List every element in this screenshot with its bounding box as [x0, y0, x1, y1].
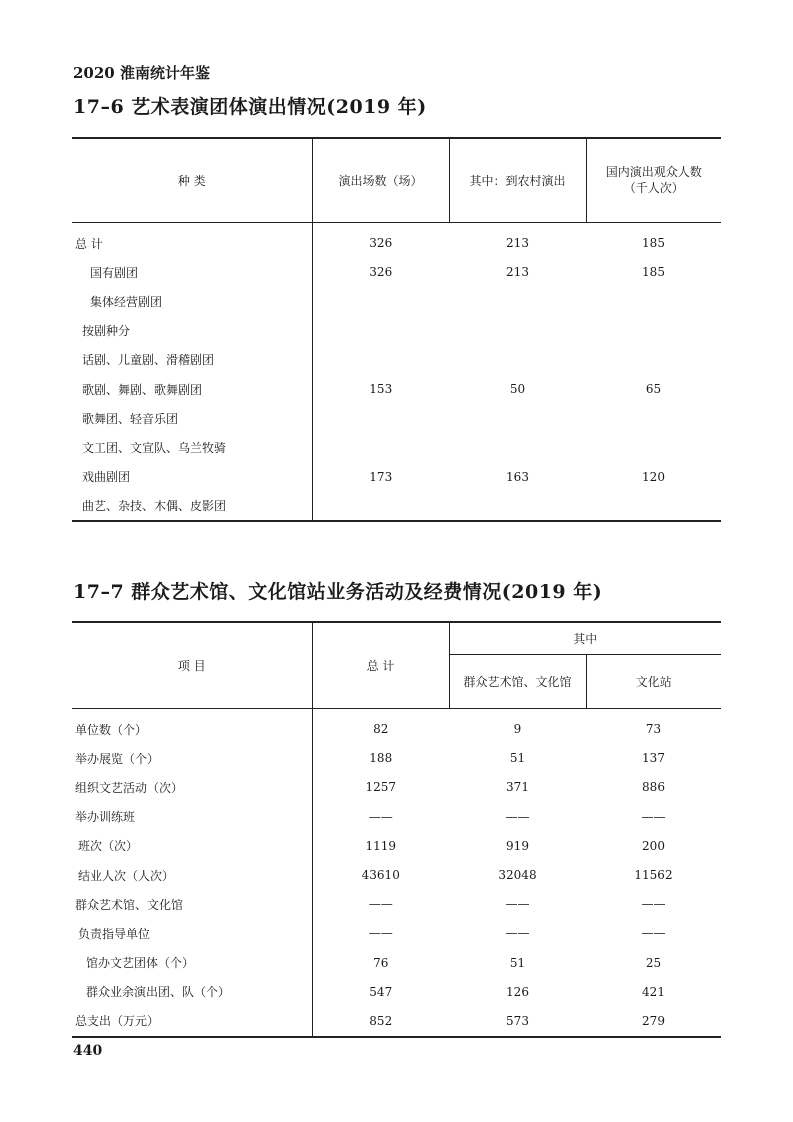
table-17-7: [72, 621, 721, 1038]
table-row: [72, 977, 721, 1006]
row-value: ——: [505, 897, 530, 912]
table-row: [72, 948, 721, 977]
row-value: [449, 287, 586, 316]
header-audience: 国内演出观众人数（千人次）: [586, 138, 721, 222]
row-label: 组织文艺活动（次）: [72, 773, 312, 802]
row-value: 9: [513, 722, 522, 737]
table-row: [72, 802, 721, 831]
row-value: 886: [642, 780, 665, 795]
row-value: ——: [368, 809, 393, 824]
table-row: [72, 462, 721, 491]
row-label: 集体经营剧团: [72, 287, 312, 316]
row-value: 50: [509, 382, 526, 397]
row-label: 群众艺术馆、文化馆: [72, 890, 312, 919]
row-label: 话剧、儿童剧、滑稽剧团: [72, 345, 312, 374]
row-value: 65: [645, 382, 662, 397]
header-of-which: 其中: [449, 622, 721, 654]
table-row: [72, 1006, 721, 1036]
row-value: 188: [369, 751, 393, 766]
row-value: [449, 433, 586, 462]
table-row: [72, 287, 721, 316]
row-value: [586, 345, 721, 374]
row-label: 单位数（个）: [72, 708, 312, 744]
row-label: 馆办文艺团体（个）: [72, 948, 312, 977]
row-value: 120: [642, 469, 665, 484]
row-value: 213: [506, 236, 529, 251]
row-value: 185: [642, 236, 665, 251]
header-performances: 演出场数（场）: [312, 138, 449, 222]
page-number: 440: [73, 1043, 103, 1059]
table-row: [72, 404, 721, 433]
row-value: 153: [369, 382, 393, 397]
table-17-6-title: 17–6 艺术表演团体演出情况(2019 年): [73, 96, 427, 118]
row-label: 文工团、文宣队、乌兰牧骑: [72, 433, 312, 462]
row-value: [449, 404, 586, 433]
row-value: 51: [509, 751, 526, 766]
row-value: ——: [368, 926, 393, 941]
row-value: 11562: [634, 868, 673, 883]
row-value: 279: [642, 1013, 665, 1028]
table-row: [72, 860, 721, 889]
table-row: [72, 345, 721, 374]
row-label: 结业人次（人次）: [72, 860, 312, 889]
row-label: 国有剧团: [72, 258, 312, 287]
table-row: [72, 374, 721, 403]
row-value: [312, 491, 449, 521]
row-value: [586, 404, 721, 433]
row-value: 1119: [365, 838, 397, 853]
row-label: 班次（次）: [72, 831, 312, 860]
row-value: 173: [369, 469, 393, 484]
row-value: 421: [642, 984, 665, 999]
row-value: 326: [369, 265, 393, 280]
row-value: [312, 404, 449, 433]
row-label: 按剧种分: [72, 316, 312, 345]
row-value: 163: [506, 469, 529, 484]
header-art-centers: 群众艺术馆、文化馆: [449, 654, 586, 708]
table-row: [72, 258, 721, 287]
running-head: 2020 淮南统计年鉴: [73, 64, 210, 82]
table-17-7-title: 17–7 群众艺术馆、文化馆站业务活动及经费情况(2019 年): [73, 581, 603, 603]
row-value: 185: [642, 265, 665, 280]
row-label: 举办展览（个）: [72, 744, 312, 773]
table-row: [72, 890, 721, 919]
row-value: 76: [373, 955, 389, 970]
row-value: 919: [506, 838, 529, 853]
table-row: [72, 744, 721, 773]
row-value: [586, 287, 721, 316]
row-value: [449, 345, 586, 374]
header-rural-performances: 其中：到农村演出: [449, 138, 586, 222]
header-culture-stations: 文化站: [586, 654, 721, 708]
row-value: 213: [506, 265, 529, 280]
row-value: [586, 316, 721, 345]
row-value: 852: [369, 1013, 393, 1028]
row-label: 总支出（万元）: [72, 1006, 312, 1036]
row-value: 126: [506, 984, 529, 999]
row-value: 573: [506, 1013, 529, 1028]
row-value: ——: [641, 926, 666, 941]
row-label: 举办训练班: [72, 802, 312, 831]
table-row: [72, 316, 721, 345]
row-value: [312, 287, 449, 316]
row-value: 73: [645, 722, 662, 737]
row-label: 群众业余演出团、队（个）: [72, 977, 312, 1006]
row-value: [449, 491, 586, 521]
row-value: 1257: [365, 780, 397, 795]
row-label: 总 计: [72, 222, 312, 258]
row-value: [312, 433, 449, 462]
table-row: [72, 708, 721, 744]
table-row: [72, 433, 721, 462]
table-row: [72, 919, 721, 948]
table-row: [72, 222, 721, 258]
row-value: [312, 345, 449, 374]
row-value: 32048: [498, 868, 537, 883]
row-value: ——: [505, 809, 530, 824]
table-row: [72, 773, 721, 802]
table-row: [72, 491, 721, 521]
header-item: 项 目: [72, 622, 312, 708]
table-17-6: [72, 137, 721, 522]
row-value: ——: [505, 926, 530, 941]
row-value: 137: [642, 751, 665, 766]
row-label: 戏曲剧团: [72, 462, 312, 491]
header-category: 种 类: [72, 138, 312, 222]
row-value: 547: [369, 984, 393, 999]
row-label: 歌舞团、轻音乐团: [72, 404, 312, 433]
row-value: [449, 316, 586, 345]
row-value: 371: [506, 780, 529, 795]
row-value: 25: [645, 955, 662, 970]
row-value: 326: [369, 236, 393, 251]
row-value: ——: [641, 897, 666, 912]
row-value: ——: [641, 809, 666, 824]
row-value: 51: [509, 955, 526, 970]
header-total: 总 计: [312, 622, 449, 708]
row-label: 曲艺、杂技、木偶、皮影团: [72, 491, 312, 521]
row-value: 82: [373, 722, 389, 737]
row-value: [312, 316, 449, 345]
row-value: 43610: [361, 868, 400, 883]
row-value: 200: [642, 838, 665, 853]
row-label: 负责指导单位: [72, 919, 312, 948]
row-value: [586, 491, 721, 521]
row-value: ——: [368, 897, 393, 912]
row-label: 歌剧、舞剧、歌舞剧团: [72, 374, 312, 403]
table-row: [72, 831, 721, 860]
row-value: [586, 433, 721, 462]
